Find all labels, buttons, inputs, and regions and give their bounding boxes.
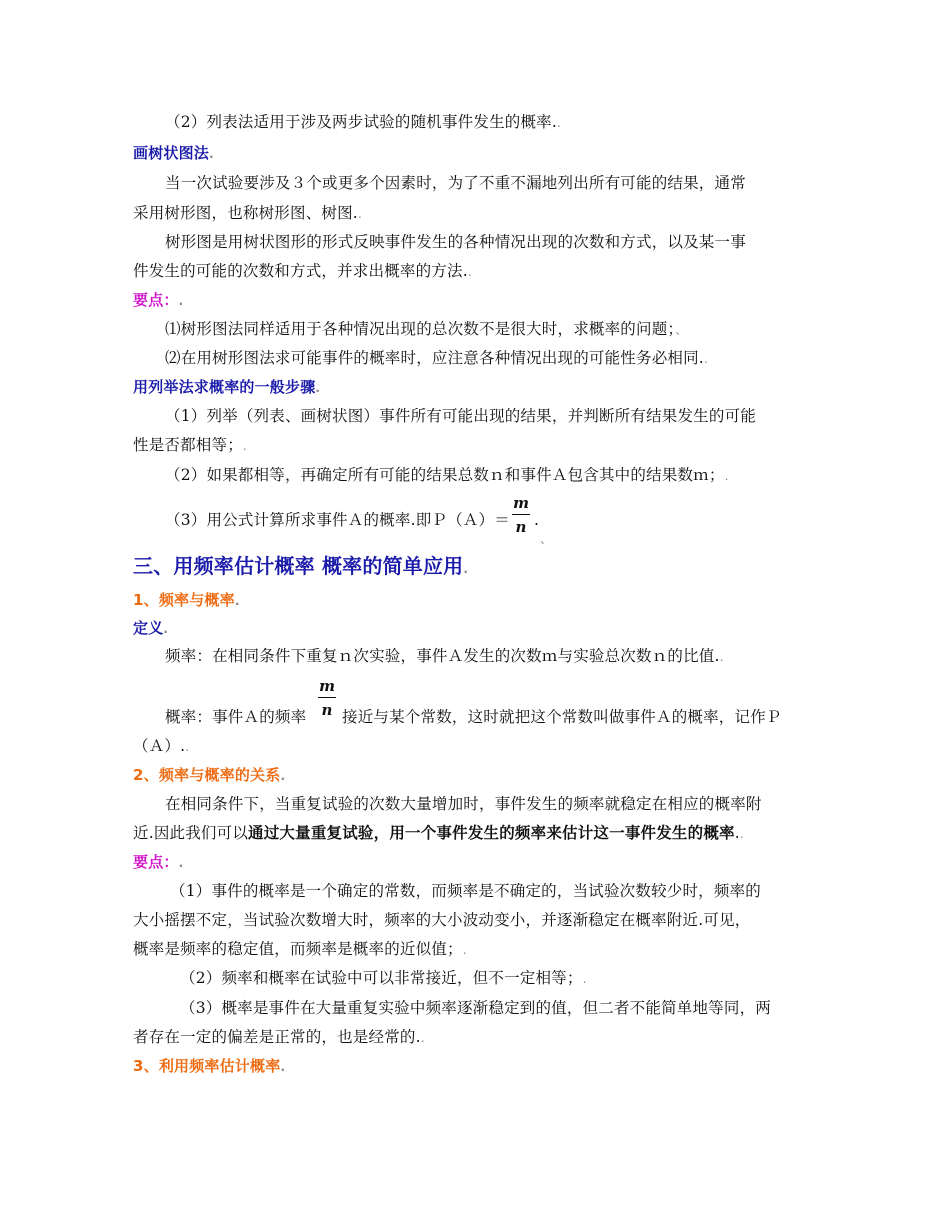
text: . bbox=[534, 511, 540, 529]
heading-text: 画树状图法 bbox=[133, 144, 210, 162]
paragraph-line bbox=[165, 319, 688, 340]
paragraph-line bbox=[133, 435, 247, 456]
paragraph-mark: . bbox=[420, 1031, 425, 1045]
paragraph-mark: . bbox=[178, 294, 184, 308]
heading-text: 定义 bbox=[133, 619, 164, 637]
paragraph-mark: . bbox=[234, 594, 240, 608]
heading-general-steps bbox=[133, 377, 320, 398]
paragraph-mark: 、 bbox=[675, 323, 688, 337]
paragraph-mark: . bbox=[467, 265, 472, 279]
paragraph-line bbox=[165, 112, 561, 133]
heading-text: 2、频率与概率的关系 bbox=[133, 766, 281, 784]
heading-tree-diagram bbox=[133, 143, 214, 164]
formula-period bbox=[534, 510, 539, 530]
paragraph-mark: . bbox=[280, 769, 286, 783]
heading-key-points bbox=[133, 290, 183, 311]
paragraph-mark: . bbox=[463, 562, 469, 576]
paragraph-line bbox=[133, 1027, 425, 1048]
paragraph-line bbox=[165, 232, 746, 252]
emphasis-text: 通过大量重复试验，用一个事件发生的频率来估计这一事件发生的概率 bbox=[248, 824, 735, 842]
paragraph-mark: . bbox=[703, 352, 708, 366]
text: 接近与某个常数，这时就把这个常数叫做事件Ａ的概率，记作Ｐ bbox=[342, 708, 782, 726]
text: 概率是频率的稳定值，而频率是概率的近似值； bbox=[133, 940, 463, 958]
text: 性是否都相等； bbox=[133, 436, 243, 454]
subheading-estimate-probability bbox=[133, 1056, 285, 1077]
fraction-numerator: m bbox=[513, 494, 529, 512]
paragraph-line bbox=[165, 348, 708, 369]
text: ⑴树形图法同样适用于各种情况出现的总次数不是很大时，求概率的问题； bbox=[165, 320, 676, 338]
text: 当一次试验要涉及３个或更多个因素时，为了不重不漏地列出所有可能的结果，通常 bbox=[165, 174, 746, 192]
paragraph-mark: . bbox=[739, 827, 744, 841]
paragraph-mark: . bbox=[557, 116, 562, 130]
paragraph-mark-holder bbox=[540, 528, 552, 549]
paragraph-line bbox=[342, 707, 782, 727]
text: （2）频率和概率在试验中可以非常接近，但不一定相等； bbox=[180, 969, 583, 987]
paragraph-mark: . bbox=[242, 439, 247, 453]
heading-key-points bbox=[133, 852, 183, 873]
heading-text: 用列举法求概率的一般步骤 bbox=[133, 378, 316, 396]
paragraph-mark: . bbox=[280, 1060, 286, 1074]
paragraph-mark: . bbox=[357, 207, 362, 221]
paragraph-line bbox=[133, 261, 472, 282]
text: （Ａ）. bbox=[133, 737, 186, 755]
text: 概率：事件Ａ的频率 bbox=[165, 708, 307, 726]
fraction-bar bbox=[318, 697, 336, 698]
paragraph-mark: . bbox=[315, 381, 321, 395]
text: 频率：在相同条件下重复ｎ次实验，事件Ａ发生的次数ｍ与实验总次数ｎ的比值. bbox=[165, 647, 720, 665]
paragraph-mark: . bbox=[724, 469, 729, 483]
text: （3）概率是事件在大量重复实验中频率逐渐稳定到的值，但二者不能简单地等同，两 bbox=[180, 999, 771, 1017]
heading-text: 要点： bbox=[133, 853, 179, 871]
text: . bbox=[734, 824, 740, 842]
heading-text: 1、频率与概率 bbox=[133, 591, 235, 609]
section-title-frequency bbox=[133, 553, 468, 582]
paragraph-mark: . bbox=[209, 147, 214, 161]
paragraph-line bbox=[180, 998, 771, 1018]
paragraph-line bbox=[165, 406, 756, 426]
paragraph-line bbox=[165, 794, 762, 814]
text: 近.因此我们可以 bbox=[133, 824, 249, 842]
fraction-bar bbox=[512, 514, 530, 515]
paragraph-line bbox=[133, 736, 189, 757]
text: （2）列表法适用于涉及两步试验的随机事件发生的概率. bbox=[165, 113, 557, 131]
paragraph-line bbox=[165, 707, 306, 727]
fraction-denominator: n bbox=[321, 701, 333, 719]
paragraph-mark: 、 bbox=[540, 532, 553, 546]
fraction-numerator: m bbox=[319, 677, 335, 695]
fraction-denominator: n bbox=[515, 518, 527, 536]
text: 采用树形图，也称树形图、树图. bbox=[133, 204, 358, 222]
text: 大小摇摆不定，当试验次数增大时，频率的大小波动变小，并逐渐稳定在概率附近.可见， bbox=[133, 911, 751, 929]
paragraph-line bbox=[133, 823, 744, 844]
text: （1）事件的概率是一个确定的常数，而频率是不确定的，当试验次数较少时，频率的 bbox=[170, 882, 761, 900]
paragraph-mark: . bbox=[462, 943, 467, 957]
paragraph-mark: . bbox=[185, 740, 190, 754]
text: 者存在一定的偏差是正常的，也是经常的. bbox=[133, 1028, 421, 1046]
paragraph-line bbox=[165, 646, 724, 667]
paragraph-mark: . bbox=[582, 972, 587, 986]
text: （1）列举（列表、画树状图）事件所有可能出现的结果，并判断所有结果发生的可能 bbox=[165, 407, 756, 425]
section-title-text: 三、用频率估计概率 概率的简单应用 bbox=[133, 554, 464, 578]
text: ⑵在用树形图法求可能事件的概率时，应注意各种情况出现的可能性务必相同. bbox=[165, 349, 704, 367]
text: 在相同条件下，当重复试验的次数大量增加时，事件发生的频率就稳定在相应的概率附 bbox=[165, 795, 762, 813]
text: （3）用公式计算所求事件Ａ的概率.即Ｐ（Ａ）＝ bbox=[165, 511, 510, 529]
paragraph-line bbox=[180, 968, 587, 989]
paragraph-line-formula bbox=[165, 510, 510, 530]
fraction-m-over-n bbox=[318, 677, 336, 719]
text: 件发生的可能的次数和方式，并求出概率的方法. bbox=[133, 262, 468, 280]
paragraph-line bbox=[133, 939, 467, 960]
text: 树形图是用树状图形的形式反映事件发生的各种情况出现的次数和方式，以及某一事 bbox=[165, 233, 746, 251]
heading-definition bbox=[133, 618, 168, 639]
paragraph-line bbox=[133, 910, 750, 930]
subheading-relationship bbox=[133, 765, 285, 786]
text: （2）如果都相等，再确定所有可能的结果总数ｎ和事件Ａ包含其中的结果数ｍ； bbox=[165, 466, 725, 484]
heading-text: 3、利用频率估计概率 bbox=[133, 1057, 281, 1075]
paragraph-line bbox=[170, 881, 761, 901]
heading-text: 要点： bbox=[133, 291, 179, 309]
fraction-m-over-n bbox=[512, 494, 530, 536]
paragraph-line bbox=[165, 173, 746, 193]
subheading-frequency-and-probability bbox=[133, 590, 240, 611]
paragraph-mark: . bbox=[178, 856, 184, 870]
paragraph-mark: . bbox=[719, 650, 724, 664]
paragraph-line bbox=[133, 203, 362, 224]
paragraph-line bbox=[165, 465, 729, 486]
paragraph-mark: . bbox=[163, 622, 169, 636]
